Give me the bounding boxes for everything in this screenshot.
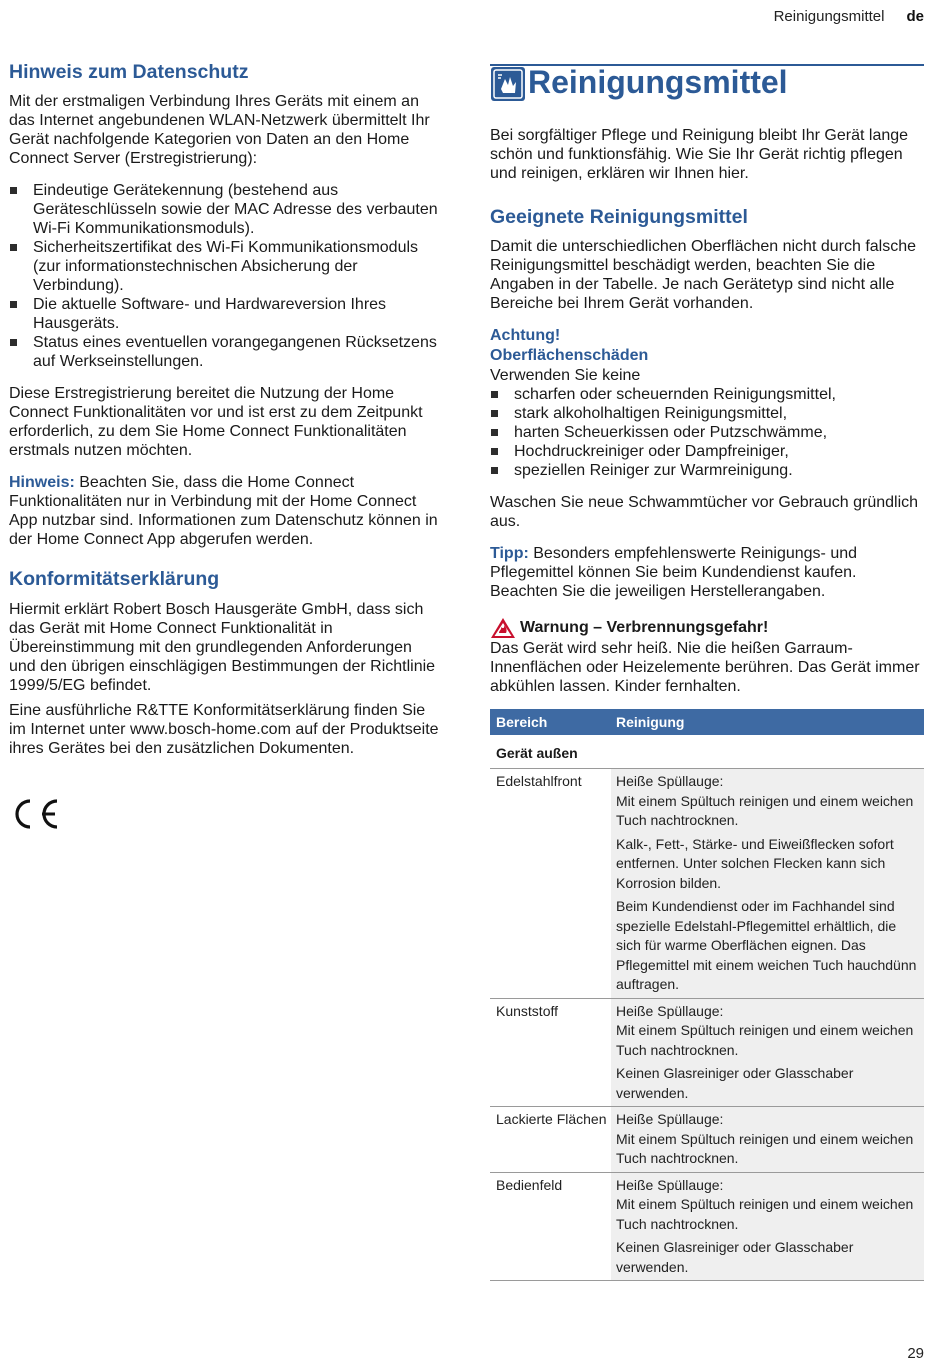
cleaning-hand-icon [491, 67, 525, 101]
bullet-icon [10, 187, 17, 194]
warning-text: Das Gerät wird sehr heiß. Nie die heißen Garraum-Innenflächen oder Heizelemente berühren. Das Gerät immer abkühlen lassen. Kinder fernhalten. [490, 640, 920, 695]
list-item: Eindeutige Gerätekennung (bestehend aus Geräteschlüsseln sowie der MAC Adresse des verbauten Wi-Fi Kommunikationsmoduls). [9, 181, 439, 238]
cleaning-intro: Bei sorgfältiger Pflege und Reinigung bleibt Ihr Gerät lange schön und funktionsfähig. Wie Sie Ihr Gerät richtig pflegen und reinigen, erklären wir Ihnen hier. [490, 127, 909, 182]
table-header [490, 709, 924, 735]
cleaning-table [490, 709, 924, 1281]
list-item: scharfen oder scheuernden Reinigungsmittel, [490, 385, 924, 404]
privacy-note [9, 473, 439, 549]
warning-triangle-icon [490, 617, 516, 639]
suitable-heading: Geeignete Reinigungsmittel [490, 206, 748, 228]
table-cell-cleaning: Heiße Spüllauge: Mit einem Spültuch reinigen und einem weichen Tuch nachtrocknen. Keinen Glasreiniger oder Glasschaber verwenden. [611, 999, 924, 1107]
bullet-icon [491, 391, 498, 398]
suitable-paragraph: Damit die unterschiedlichen Oberflächen nicht durch falsche Reinigungsmittel beschädigt werden, beachten Sie die Angaben in der Tabelle. Je nach Gerätetyp sind nicht alle Bereiche bei Ihrem Gerät vorhanden. [490, 238, 917, 312]
table-row [490, 999, 924, 1108]
list-item: Die aktuelle Software- und Hardwareversion Ihres Hausgeräts. [9, 295, 439, 333]
tip-paragraph [490, 544, 924, 601]
page-number: 29 [907, 1345, 924, 1362]
warning-title: Warnung – Verbrennungsgefahr! [520, 619, 769, 636]
table-row [490, 769, 924, 999]
caution-label: Achtung! [490, 327, 561, 344]
bullet-icon [10, 244, 17, 251]
header-section-title: Reinigungsmittel [773, 8, 885, 25]
section-title-bar [490, 64, 924, 106]
list-item: stark alkoholhaltigen Reinigungsmittel, [490, 404, 924, 423]
bullet-icon [491, 467, 498, 474]
table-cell-area: Kunststoff [496, 1002, 559, 1019]
conformity-paragraph-2: Eine ausführliche R&TTE Konformitätserklärung finden Sie im Internet unter www.bosch-home.com auf der Produktseite ihres Gerätes bei den zusätzlichen Dokumenten. [9, 702, 439, 757]
column-header-cleaning: Reinigung [616, 714, 685, 730]
caution-subtitle: Oberflächenschäden [490, 347, 649, 364]
right-column [490, 64, 924, 1281]
list-item: Status eines eventuellen vorangegangenen Rücksetzens auf Werkseinstellungen. [9, 333, 439, 371]
table-cell-cleaning: Heiße Spüllauge: Mit einem Spültuch reinigen und einem weichen Tuch nachtrocknen. Kalk-, Fett-, Stärke- und Eiweißflecken sofort entfernen. Unter solchen Flecken kann sich Korrosion bilden. Beim Kundendienst oder im Fachhandel sind spezielle Edelstahl-Pflegemittel erhältlich, die sich für warme Oberflächen eignen. Das Pflegemittel mit einem weichen Tuch hauchdünn auftragen. [611, 769, 924, 998]
table-section-label: Gerät außen [490, 735, 924, 769]
page-title: Reinigungsmittel [528, 64, 788, 100]
privacy-heading: Hinweis zum Datenschutz [9, 61, 249, 83]
conformity-paragraph: Hiermit erklärt Robert Bosch Hausgeräte GmbH, dass sich das Gerät mit Home Connect Funktionalität in Übereinstimmung mit den grundlegenden Anforderungen und den übrigen einschlägigen Bestimmungen der Richtlinie 1999/5/EG befindet. [9, 601, 436, 694]
table-row [490, 1107, 924, 1173]
table-cell-cleaning: Heiße Spüllauge: Mit einem Spültuch reinigen und einem weichen Tuch nachtrocknen. Keinen Glasreiniger oder Glasschaber verwenden. [611, 1173, 924, 1281]
list-item: Sicherheitszertifikat des Wi-Fi Kommunikationsmoduls (zur informationstechnischen Absicherung der Verbindung). [9, 238, 439, 295]
caution-list [490, 385, 924, 480]
warning-heading [490, 617, 924, 639]
table-row [490, 1173, 924, 1282]
list-item: harten Scheuerkissen oder Putzschwämme, [490, 423, 924, 442]
wash-paragraph: Waschen Sie neue Schwammtücher vor Gebrauch gründlich aus. [490, 494, 919, 530]
privacy-paragraph: Diese Erstregistrierung bereitet die Nutzung der Home Connect Funktionalitäten vor und ist erst zu dem Zeitpunkt erforderlich, zu dem Sie Home Connect Funktionalitäten erstmals nutzen möchten. [9, 385, 423, 459]
bullet-icon [491, 429, 498, 436]
tip-label: Tipp: [490, 545, 529, 562]
privacy-list [9, 181, 439, 371]
table-cell-area: Edelstahlfront [496, 773, 582, 789]
ce-mark-icon [9, 797, 63, 831]
column-header-area: Bereich [496, 714, 548, 730]
list-item: speziellen Reiniger zur Warmreinigung. [490, 461, 924, 480]
privacy-intro: Mit der erstmaligen Verbindung Ihres Geräts mit einem an das Internet angebundenen WLAN-Netzwerk übermittelt Ihr Gerät nachfolgende Kategorien von Daten an den Home Connect Server (Erstregistrierung): [9, 93, 430, 167]
bullet-icon [10, 301, 17, 308]
caution-lead: Verwenden Sie keine [490, 367, 641, 384]
table-cell-area: Bedienfeld [496, 1176, 563, 1193]
page-header [774, 8, 924, 25]
note-text: Beachten Sie, dass die Home Connect Funktionalitäten nur in Verbindung mit der Home Connect App nutzbar sind. Informationen zum Datenschutz können in der Home Connect App abgerufen werden. [9, 474, 438, 548]
conformity-heading: Konformitätserklärung [9, 568, 220, 590]
bullet-icon [491, 448, 498, 455]
note-label: Hinweis: [9, 474, 75, 491]
table-cell-cleaning: Heiße Spüllauge: Mit einem Spültuch reinigen und einem weichen Tuch nachtrocknen. [611, 1107, 924, 1172]
list-item: Hochdruckreiniger oder Dampfreiniger, [490, 442, 924, 461]
left-column [9, 60, 439, 836]
tip-text: Besonders empfehlenswerte Reinigungs- und Pflegemittel können Sie beim Kundendienst kaufen. Beachten Sie die jeweiligen Herstellerangaben. [490, 545, 858, 600]
bullet-icon [491, 410, 498, 417]
header-language-code: de [906, 8, 924, 25]
bullet-icon [10, 339, 17, 346]
table-cell-area: Lackierte Flächen [496, 1111, 607, 1127]
